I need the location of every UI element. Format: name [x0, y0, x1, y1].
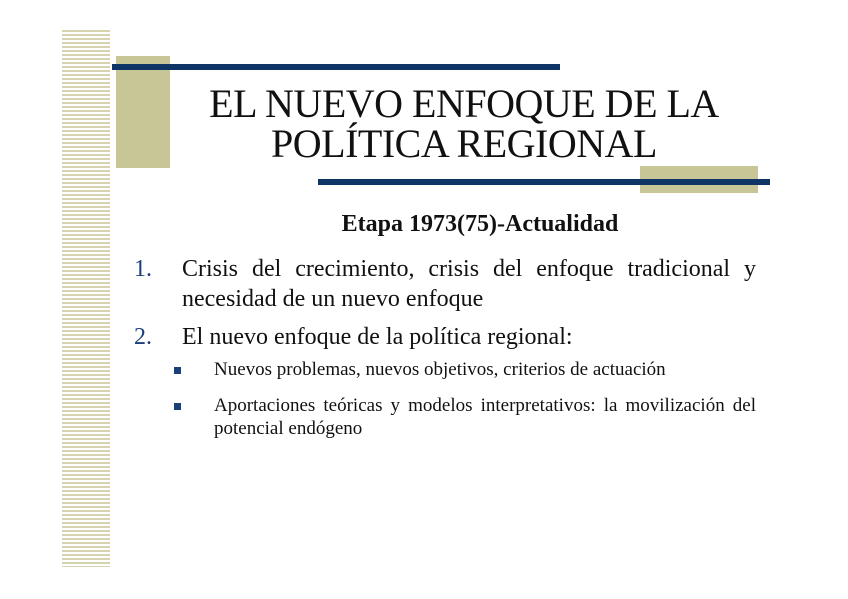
list-item: [130, 322, 756, 440]
decorative-khaki-block-top: [116, 56, 170, 168]
list-item: [130, 254, 756, 314]
sublist-item-text: Nuevos problemas, nuevos objetivos, criterios de actuación: [214, 359, 666, 380]
numbered-list: [130, 254, 756, 453]
list-item-number: 1.: [134, 256, 152, 282]
sublist-item: [182, 394, 756, 440]
list-item-text: Crisis del crecimiento, crisis del enfoque tradicional y necesidad de un nuevo enfoque: [182, 256, 756, 312]
decorative-navy-line-top: [112, 64, 560, 70]
sublist-item-text: Aportaciones teóricas y modelos interpretativos: la movilización del potencial endógeno: [214, 395, 756, 439]
list-item-number: 2.: [134, 324, 152, 350]
slide-subtitle: Etapa 1973(75)-Actualidad: [341, 211, 619, 237]
bullet-sublist: [182, 358, 756, 440]
slide-title-line-2: POLÍTICA REGIONAL: [271, 121, 657, 166]
decorative-navy-line-bottom: [318, 179, 770, 185]
list-item-text: El nuevo enfoque de la política regional:: [182, 324, 573, 350]
decorative-stripe-bar: [62, 30, 110, 567]
slide-title: [176, 81, 752, 166]
sublist-item: [182, 358, 756, 381]
square-bullet-icon: [174, 367, 181, 374]
slide-title-line-1: EL NUEVO ENFOQUE DE LA: [209, 81, 719, 126]
square-bullet-icon: [174, 403, 181, 410]
